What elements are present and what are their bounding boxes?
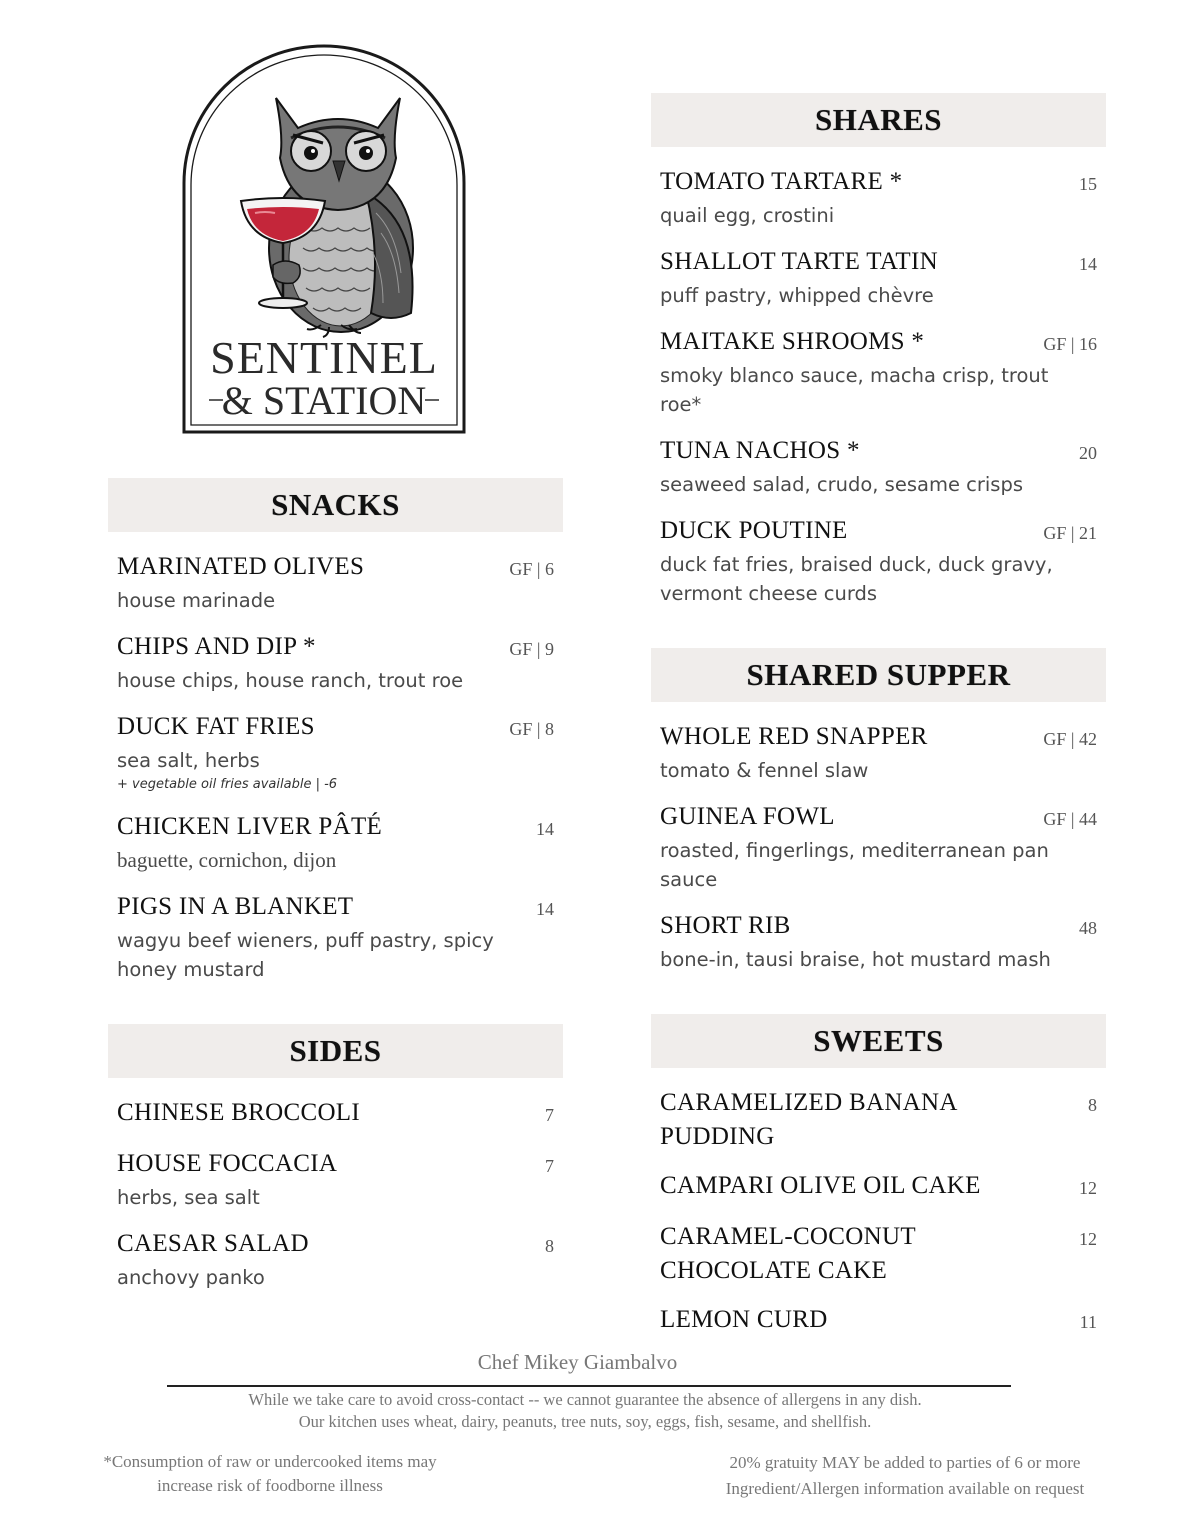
right-column [651,93,1106,1379]
menu-item-price: 20 [1079,443,1097,463]
menu-item [117,810,554,875]
menu-item-price: GF | 44 [1043,809,1097,829]
section-shared-supper [651,648,1106,974]
menu-item-price: 7 [545,1105,554,1125]
menu-item-header [117,810,554,846]
menu-item-price: GF | 16 [1043,334,1097,354]
items-list [651,1068,1106,1339]
menu-item-description: duck fat fries, braised duck, duck gravy, vermont cheese curds [660,553,1053,605]
menu-item-header [117,630,554,666]
menu-item [660,1169,1097,1205]
menu-item-price: 14 [536,899,554,919]
gratuity-line: Ingredient/Allergen information available on request [725,1479,1085,1498]
menu-item-name: DUCK FAT FRIES [117,713,315,740]
menu-item-header [117,1147,554,1183]
menu-item-name: GUINEA FOWL [660,803,835,830]
menu-item [660,720,1097,785]
menu-item [117,1227,554,1292]
menu-item-name: SHALLOT TARTE TATIN [660,248,938,275]
menu-item-header [117,890,554,926]
menu-item [660,165,1097,230]
menu-item-name: MAITAKE SHROOMS * [660,328,925,355]
menu-item-price: 15 [1079,174,1097,194]
left-column [108,478,563,1332]
items-list [651,147,1106,608]
menu-item-name: TUNA NACHOS * [660,437,860,464]
menu-item-price: 8 [1088,1095,1097,1115]
menu-item [660,800,1097,894]
menu-item-header [117,1096,554,1132]
menu-item-header [660,245,1097,281]
menu-item-header [117,710,554,746]
menu-item [660,1220,1097,1288]
allergen-line: Our kitchen uses wheat, dairy, peanuts, tree nuts, soy, eggs, fish, sesame, and shellfish. [298,1412,872,1431]
items-list [108,1078,563,1292]
menu-item-name: WHOLE RED SNAPPER [660,723,928,750]
menu-item-description: sea salt, herbs [117,749,260,772]
menu-item-price: 12 [1079,1229,1097,1249]
menu-item-name: MARINATED OLIVES [117,553,365,580]
menu-item-name: PIGS IN A BLANKET [117,893,354,920]
chef-credit: Chef Mikey Giambalvo [477,1350,678,1374]
menu-item-description: baguette, cornichon, dijon [117,848,337,872]
menu-item [117,710,554,795]
items-list [651,702,1106,974]
section-sweets [651,1014,1106,1339]
menu-item-name: CARAMELIZED BANANA PUDDING [660,1089,957,1150]
menu-item-header [660,434,1097,470]
menu-item-description: wagyu beef wieners, puff pastry, spicy honey mustard [117,929,494,981]
section-title: SNACKS [108,478,563,532]
menu-item-name: HOUSE FOCCACIA [117,1150,338,1177]
menu-item-price: GF | 9 [509,639,554,659]
menu-item-description: bone-in, tausi braise, hot mustard mash [660,948,1051,971]
menu-item-header [660,1169,1097,1205]
menu-item-price: 11 [1079,1312,1097,1332]
menu-item-description: quail egg, crostini [660,204,835,227]
menu-item [660,514,1097,608]
menu-item [117,890,554,984]
logo-line1: SENTINEL [210,332,438,383]
menu-item-description: seaweed salad, crudo, sesame crisps [660,473,1023,496]
menu-item-header [660,1303,1097,1339]
menu-item-name: CHIPS AND DIP * [117,633,316,660]
menu-item-header [660,1086,1097,1154]
menu-item-name: CARAMEL-COCONUT CHOCOLATE CAKE [660,1223,916,1284]
menu-item-price: GF | 6 [509,559,554,579]
items-list [108,532,563,984]
gratuity-line: 20% gratuity MAY be added to parties of 6 or more [729,1453,1081,1472]
menu-item-description: house marinade [117,589,276,612]
menu-item-price: GF | 8 [509,719,554,739]
menu-item-header [660,165,1097,201]
section-shares [651,93,1106,608]
menu-item-name: CHINESE BROCCOLI [117,1099,361,1126]
menu-item-name: CAMPARI OLIVE OIL CAKE [660,1172,981,1199]
menu-item-description: puff pastry, whipped chèvre [660,284,934,307]
menu-item-description: anchovy panko [117,1266,265,1289]
menu-item [117,1096,554,1132]
menu-item [660,1303,1097,1339]
raw-food-notice [70,1450,470,1498]
menu-item [117,550,554,615]
menu-item-header [117,550,554,586]
raw-note-line: *Consumption of raw or undercooked items may [103,1452,437,1471]
menu-item-price: GF | 21 [1043,523,1097,543]
menu-item-header [117,1227,554,1263]
section-title: SHARES [651,93,1106,147]
section-title: SIDES [108,1024,563,1078]
allergen-line: While we take care to avoid cross-contact -- we cannot guarantee the absence of allergens in any dish. [248,1390,922,1409]
menu-item-description: smoky blanco sauce, macha crisp, trout roe* [660,364,1049,416]
menu-item-name: CAESAR SALAD [117,1230,309,1257]
menu-item-description: roasted, fingerlings, mediterranean pan sauce [660,839,1049,891]
menu-item-price: 8 [545,1236,554,1256]
owl-holding-cocktail-icon [181,43,467,436]
menu-item-price: 14 [536,819,554,839]
raw-note-line: increase risk of foodborne illness [157,1476,383,1495]
menu-item-header [660,720,1097,756]
menu-item-header [660,514,1097,550]
menu-item-name: TOMATO TARTARE * [660,168,903,195]
menu-item-name: LEMON CURD [660,1306,828,1333]
footer-divider [167,1385,1011,1387]
menu-item-price: 12 [1079,1178,1097,1198]
menu-item-price: 7 [545,1156,554,1176]
menu-item [660,325,1097,419]
menu-item-description: house chips, house ranch, trout roe [117,669,464,692]
menu-item-price: 14 [1079,254,1097,274]
menu-item-price: 48 [1079,918,1097,938]
menu-item-name: CHICKEN LIVER PÂTÉ [117,813,383,840]
menu-item-price: GF | 42 [1043,729,1097,749]
restaurant-logo [181,43,467,436]
menu-item [660,245,1097,310]
menu-item-header [660,1220,1097,1288]
section-title: SWEETS [651,1014,1106,1068]
menu-item [660,434,1097,499]
menu-item-header [660,909,1097,945]
allergen-notice [150,1389,1020,1433]
menu-item [117,630,554,695]
section-sides [108,1024,563,1292]
section-snacks [108,478,563,984]
menu-item-description: herbs, sea salt [117,1186,260,1209]
menu-item-note: + vegetable oil fries available | -6 [117,777,338,792]
menu-item-header [660,325,1097,361]
menu-item [117,1147,554,1212]
logo-line2: & STATION [221,378,427,423]
menu-item [660,1086,1097,1154]
menu-item-header [660,800,1097,836]
menu-item [660,909,1097,974]
menu-item-description: tomato & fennel slaw [660,759,869,782]
section-title: SHARED SUPPER [651,648,1106,702]
menu-item-name: SHORT RIB [660,912,791,939]
menu-item-name: DUCK POUTINE [660,517,848,544]
gratuity-notice [690,1450,1120,1502]
